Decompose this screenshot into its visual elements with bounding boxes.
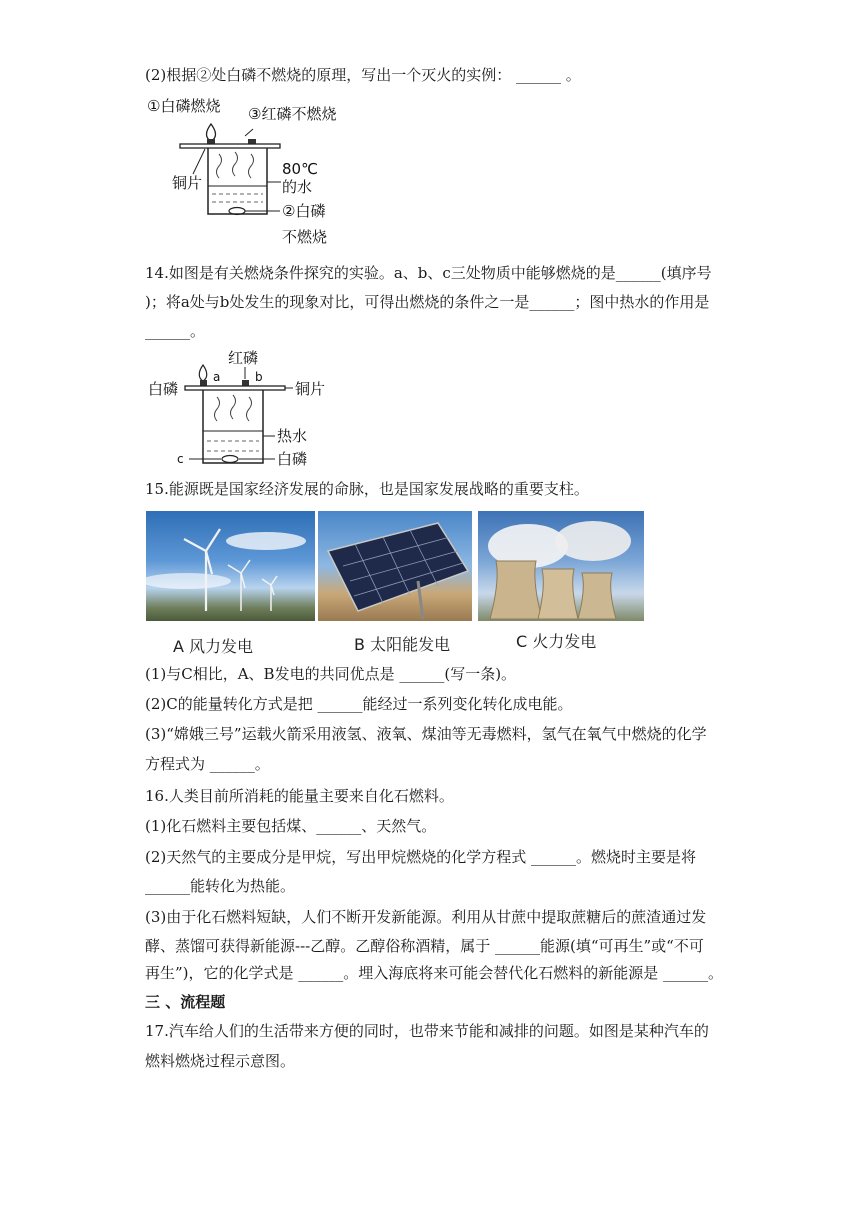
q16-sub2-line-2: ______能转化为热能。 bbox=[145, 877, 296, 895]
fig1-label-red-phosphorus: ③红磷不燃烧 bbox=[248, 105, 337, 123]
caption-wind-power: A 风力发电 bbox=[173, 637, 254, 656]
fig2-label-hot-water: 热水 bbox=[277, 427, 308, 445]
fig2-label-b: b bbox=[255, 370, 263, 384]
flame-icon bbox=[199, 365, 207, 381]
fig1-label-temperature: 80℃ bbox=[282, 160, 318, 178]
q16-sub3-line-3: 再生”)，它的化学式是 ______。埋入海底将来可能会替代化石燃料的新能源是 ______。 bbox=[145, 964, 724, 982]
fig1-label-white-phosphorus-burning: ①白磷燃烧 bbox=[147, 97, 221, 115]
combustion-apparatus-figure-1 bbox=[145, 94, 375, 252]
q16-intro: 16.人类目前所消耗的能量主要来自化石燃料。 bbox=[145, 787, 454, 805]
q16-sub1: (1)化石燃料主要包括煤、______、天然气。 bbox=[145, 817, 437, 835]
solar-power-photo bbox=[318, 511, 472, 621]
caption-thermal-power: C 火力发电 bbox=[516, 632, 597, 651]
q13-part2-text: (2)根据②处白磷不燃烧的原理，写出一个灭火的实例： ______ 。 bbox=[145, 66, 581, 84]
copper-plate bbox=[185, 386, 285, 390]
caption-solar-power: B 太阳能发电 bbox=[354, 635, 451, 654]
fig1-label-white-phosphorus-2: ②白磷 bbox=[282, 202, 326, 220]
copper-plate bbox=[180, 144, 280, 148]
fig1-label-not-burning: 不燃烧 bbox=[282, 228, 328, 246]
q15-sub3-line-1: (3)“嫦娥三号”运载火箭采用液氢、液氧、煤油等无毒燃料，氢气在氧气中燃烧的化学 bbox=[145, 725, 707, 743]
wind-power-photo bbox=[146, 511, 315, 621]
q16-sub3-line-2: 酵、蒸馏可获得新能源---乙醇。乙醇俗称酒精，属于 ______能源(填“可再生”或“不可 bbox=[145, 937, 704, 955]
q16-sub3-line-1: (3)由于化石燃料短缺，人们不断开发新能源。利用从甘蔗中提取蔗糖后的蔗渣通过发 bbox=[145, 908, 707, 926]
fig2-label-red-phosphorus: 红磷 bbox=[228, 349, 259, 367]
q15-sub3-line-2: 方程式为 ______。 bbox=[145, 755, 270, 773]
q16-sub2-line-1: (2)天然气的主要成分是甲烷，写出甲烷燃烧的化学方程式 ______。燃烧时主要是将 bbox=[145, 848, 697, 866]
q17-line-1: 17.汽车给人们的生活带来方便的同时，也带来节能和减排的问题。如图是某种汽车的 bbox=[145, 1022, 709, 1040]
section-heading-flowchart: 三 、流程题 bbox=[145, 993, 226, 1011]
fig2-label-white-phosphorus-2: 白磷 bbox=[277, 450, 308, 468]
fig1-label-copper: 铜片 bbox=[172, 174, 203, 192]
q15-sub1: (1)与C相比，A、B发电的共同优点是 ______(写一条)。 bbox=[145, 665, 517, 683]
q14-line-1: 14.如图是有关燃烧条件探究的实验。a、b、c三处物质中能够燃烧的是______(填序号 bbox=[145, 264, 712, 282]
beaker bbox=[203, 390, 263, 463]
combustion-apparatus-figure-2 bbox=[145, 345, 345, 470]
q15-sub2: (2)C的能量转化方式是把 ______能经过一系列变化转化成电能。 bbox=[145, 695, 573, 713]
fig2-label-c: c bbox=[177, 452, 184, 466]
fig2-label-copper: 铜片 bbox=[295, 380, 326, 398]
q17-line-2: 燃料燃烧过程示意图。 bbox=[145, 1052, 296, 1070]
q14-line-2: )；将a处与b处发生的现象对比，可得出燃烧的条件之一是______；图中热水的作用是 bbox=[145, 293, 710, 311]
fig1-label-water: 的水 bbox=[282, 178, 313, 196]
thermal-power-photo bbox=[478, 511, 644, 621]
fig2-label-a: a bbox=[213, 370, 221, 384]
fig2-label-white-phosphorus: 白磷 bbox=[148, 380, 179, 398]
flame-icon bbox=[207, 124, 216, 141]
q15-intro: 15.能源既是国家经济发展的命脉，也是国家发展战略的重要支柱。 bbox=[145, 480, 589, 498]
q14-line-3: ______。 bbox=[145, 322, 206, 340]
